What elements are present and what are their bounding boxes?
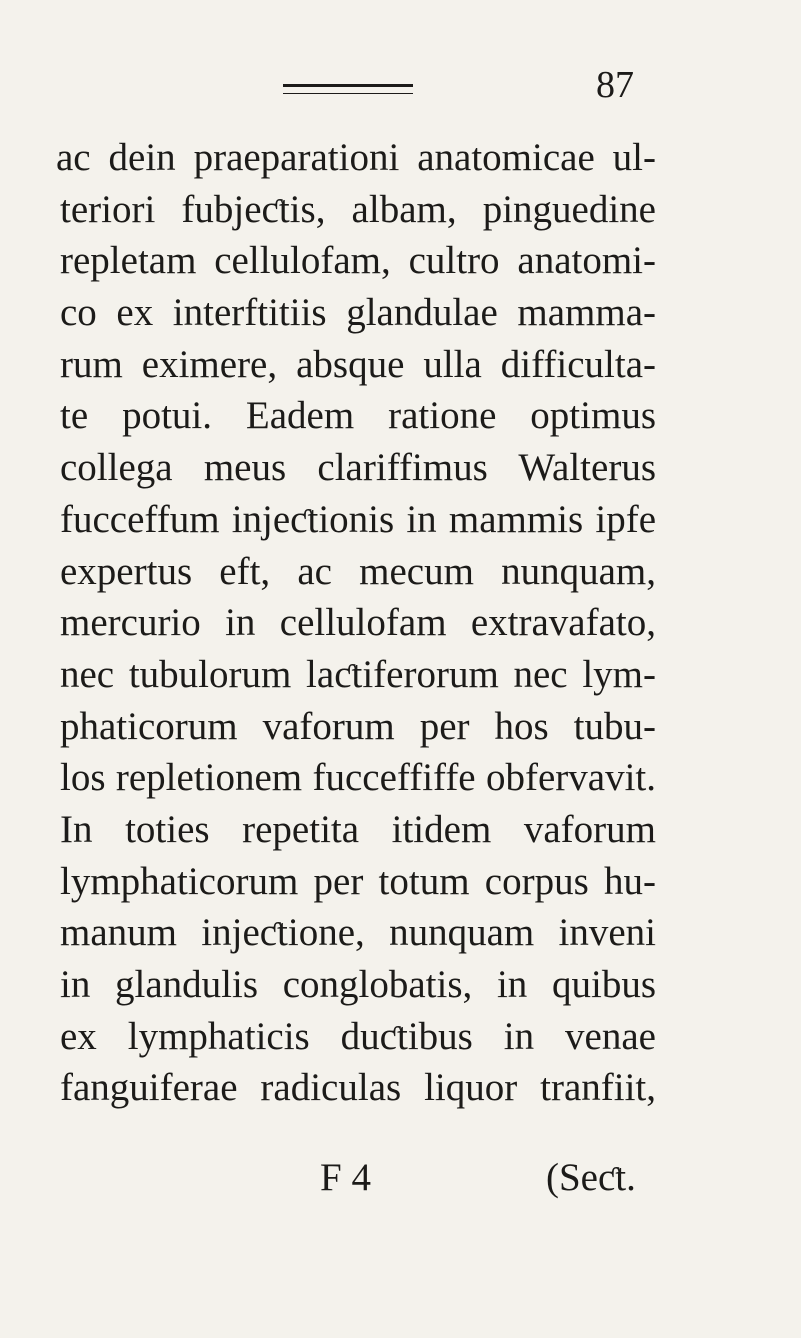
text-line: lymphaticorum per totum corpus hu- [60,859,656,903]
header-rule [283,84,413,94]
text-line: los repletionem fucceffiffe obfervavit. [60,756,656,800]
text-line: expertus eft, ac mecum nunquam, [60,549,656,593]
text-line: In toties repetita itidem vaforum [60,807,656,851]
text-line: repletam cellulofam, cultro anatomi- [60,239,656,283]
page-number: 87 [596,64,634,106]
text-line: fucceffum injeƈtionis in mammis ipfe [60,497,656,541]
text-line: fanguiferae radiculas liquor tranfiit, [60,1066,656,1110]
text-line: ac dein praeparationi anatomicae ul- [56,136,656,179]
text-line: mercurio in cellulofam extravafato, [60,601,656,645]
text-line: in glandulis conglobatis, in quibus [60,963,656,1006]
text-line: collega meus clariffimus Walterus [60,446,656,490]
text-line: te potui. Eadem ratione optimus [60,394,656,438]
text-line: ex lymphaticis duƈtibus in venae [60,1014,656,1058]
body-text [56,132,656,1114]
text-line: co ex interftitiis glandulae mamma- [60,291,656,335]
page-footer [0,1153,801,1203]
text-line: phaticorum vaforum per hos tubu- [60,704,656,748]
signature-mark: F 4 [320,1156,371,1199]
text-line: nec tubulorum laƈtiferorum nec lym- [60,652,656,696]
text-line: rum eximere, absque ulla difficulta- [60,342,656,386]
text-line: teriori fubjeƈtis, albam, pinguedine [60,187,656,231]
text-line: manum injeƈtione, nunquam inveni [60,911,656,955]
catchword: (Seƈt. [546,1156,636,1199]
